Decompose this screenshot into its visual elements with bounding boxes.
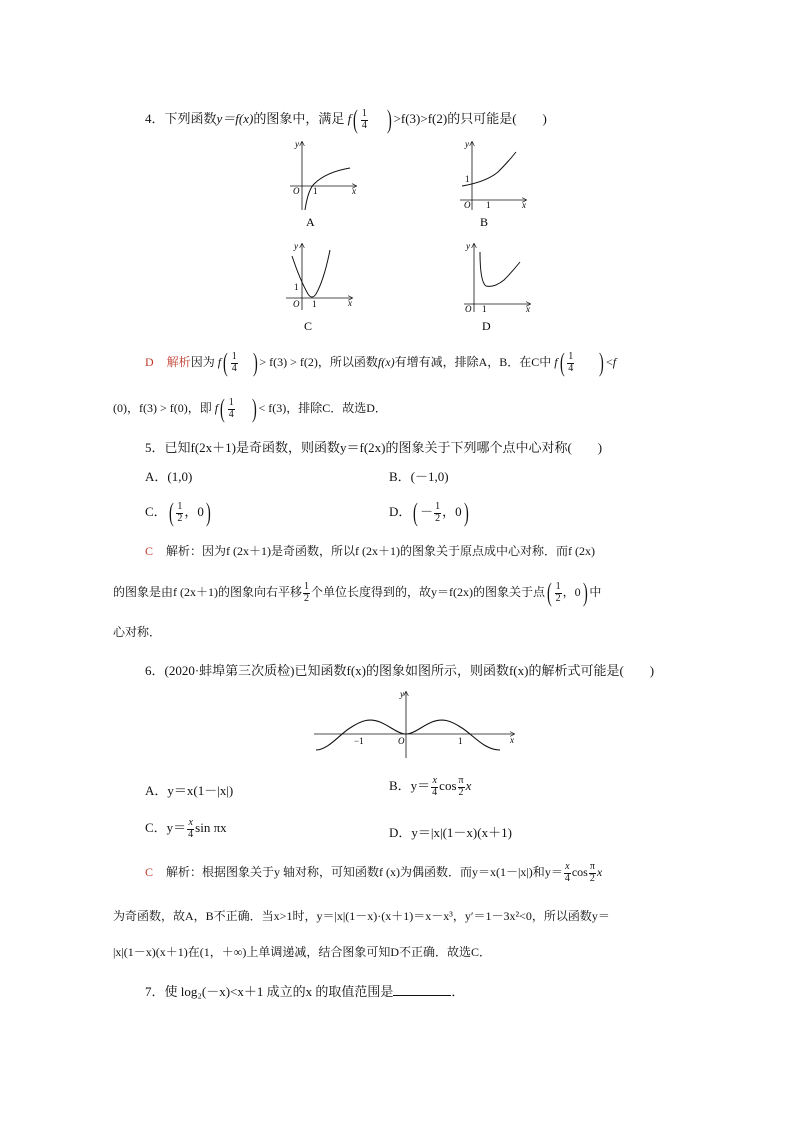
q6-solution-line1: C 解析：根据图象关于y 轴对称，可知函数f (x)为偶函数．而y＝x(1－|x|)和y＝ $\frac{x}{4}$ cos $\frac{\pi}{2}$ x <box>145 861 603 884</box>
q6-answer: C <box>145 864 154 879</box>
q4-suffix: >f(3)>f(2)的只可能是( ) <box>393 110 547 126</box>
q4-frac: $\frac{1}{4}$ <box>361 108 367 131</box>
svg-text:x: x <box>352 186 356 196</box>
q5-solution-line2: 的图象是由f (2x＋1)的图象向右平移 $\frac{1}{2}$ 个单位长度得到的，故y＝f(2x)的图象关于点( $\frac{1}{2}$ ，0) 中 <box>113 578 602 607</box>
graph-d-label: D <box>482 319 491 333</box>
curve <box>462 152 516 186</box>
svg-text:x: x <box>348 298 352 308</box>
q6-option-d: D．y＝|x|(1－x)(x＋1) <box>389 825 512 840</box>
curve <box>480 252 520 286</box>
q5-solution-line3: 心对称． <box>113 625 162 639</box>
graph-b-label: B <box>480 215 489 229</box>
svg-text:O: O <box>464 200 471 210</box>
q5-option-c: C．( $\frac{1}{2}$ ，0) <box>145 498 211 527</box>
svg-text:O: O <box>293 299 300 309</box>
q6-solution-line3: |x|(1－x)(x＋1)在(1，＋∞)上单调递减，结合图象可知D不正确．故选C． <box>113 945 492 959</box>
q6-option-b: B．y＝ $\frac{x}{4}$ cos $\frac{\pi}{2}$ x <box>389 775 472 798</box>
svg-text:1: 1 <box>294 282 299 292</box>
svg-text:O: O <box>465 304 472 314</box>
graph-q6 <box>310 688 520 760</box>
graph-d <box>460 240 540 334</box>
q6-stem: 6．(2020·蚌埠第三次质检)已知函数f(x)的图象如图所示，则函数f(x)的解析式可能是( ) <box>145 663 655 678</box>
svg-text:x: x <box>526 304 530 314</box>
svg-text:x: x <box>522 200 526 210</box>
svg-text:1: 1 <box>312 299 317 309</box>
q5-stem: 5．已知f(2x＋1)是奇函数，则函数y＝f(2x)的图象关于下列哪个点中心对称( ) <box>145 440 603 455</box>
q4-f: f <box>347 110 352 126</box>
graph-a <box>286 138 366 230</box>
svg-text:y: y <box>295 139 299 149</box>
curve <box>305 168 350 210</box>
graph-a-label: A <box>306 215 315 229</box>
q4-func: y＝f(x) <box>216 110 254 126</box>
q4-stem: 4．下列函数y＝f(x)的图象中，满足 f( $\frac{1}{4}$ ) >f(3)>f(2)的只可能是( ) <box>145 105 547 134</box>
answer-blank[interactable] <box>393 983 451 996</box>
q7-stem: 7．使 log₂(－x)<x＋1 成立的x 的取值范围是 ． <box>145 984 465 999</box>
q4-answer: D <box>145 354 154 369</box>
svg-text:x: x <box>510 735 514 745</box>
svg-text:1: 1 <box>486 200 491 210</box>
q5-option-b: B．(－1,0) <box>389 469 449 484</box>
svg-text:O: O <box>398 736 405 746</box>
svg-text:y: y <box>465 139 469 149</box>
svg-text:1: 1 <box>465 174 470 184</box>
q6-option-c: C．y＝ $\frac{x}{4}$ sin πx <box>145 817 227 840</box>
q5-option-a: A．(1,0) <box>145 469 193 484</box>
svg-text:1: 1 <box>313 186 318 196</box>
svg-text:−1: −1 <box>354 736 364 746</box>
q5-answer: C <box>145 544 154 558</box>
q4-prefix: 4．下列函数 <box>145 110 217 126</box>
q5-solution-line1: C 解析：因为f (2x＋1)是奇函数，所以f (2x＋1)的图象关于原点成中心对称．而f (2x) <box>145 544 595 558</box>
q4-solution-line2: (0)，f(3) > f(0)，即 f( $\frac{1}{4}$ ) < f(3)，排除C．故选D． <box>113 394 387 423</box>
curve <box>316 720 500 750</box>
graph-c-label: C <box>304 319 313 333</box>
graph-b <box>456 138 536 230</box>
svg-text:1: 1 <box>458 736 463 746</box>
q6-option-a: A．y＝x(1－|x|) <box>145 783 234 798</box>
q4-sol-label: 解析 <box>166 354 191 369</box>
graph-c <box>282 240 362 334</box>
q6-solution-line2: 为奇函数，故A，B不正确．当x>1时，y＝|x|(1－x)·(x＋1)＝x－x³，y′＝1－3x²<0，所以函数y＝ <box>113 909 610 923</box>
svg-text:y: y <box>294 241 298 251</box>
svg-text:O: O <box>293 186 300 196</box>
svg-text:y: y <box>400 689 404 699</box>
svg-text:y: y <box>466 241 470 251</box>
q4-solution-line1: D 解析因为 f( $\frac{1}{4}$ ) > f(3) > f(2)，所以函数f(x)有增有减，排除A，B．在C中 f( $\frac{1}{4}$ ) <f <box>145 348 617 377</box>
q5-option-d: D．( － $\frac{1}{2}$ ，0) <box>389 498 469 527</box>
svg-text:1: 1 <box>482 304 487 314</box>
q4-mid: 的图象中，满足 <box>253 110 345 126</box>
